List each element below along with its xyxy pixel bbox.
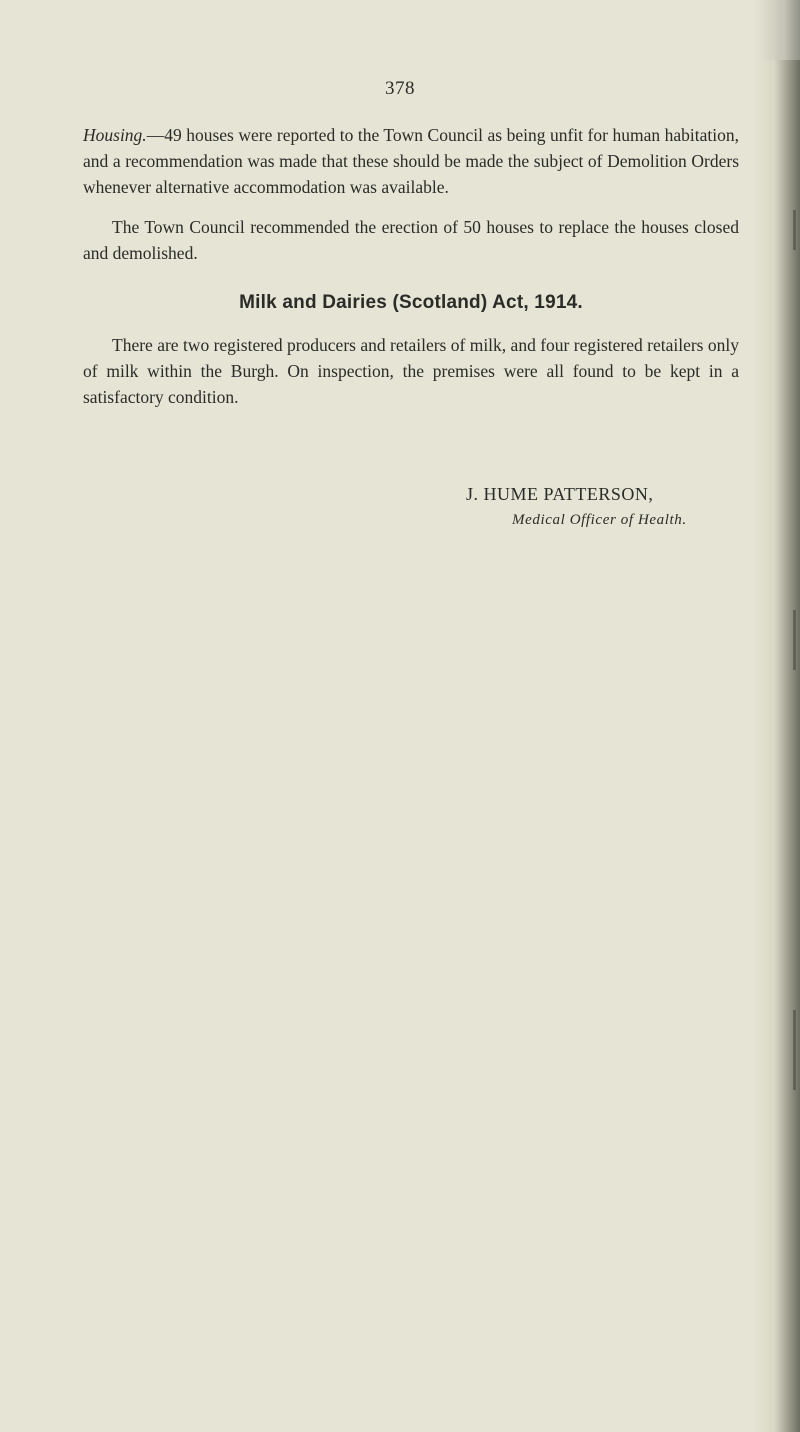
- housing-text: —49 houses were reported to the Town Council as being unfit for human habitation, and a recommendation was made that these should be made the subject of Demolition Orders whenever alternative accommodation was available.: [83, 125, 739, 197]
- housing-paragraph: [83, 122, 739, 200]
- page-edge-mark: [793, 610, 796, 670]
- page-number: 378: [385, 78, 415, 99]
- housing-lead: Housing.: [83, 125, 147, 145]
- document-body: [83, 122, 739, 410]
- signature-name: J. HUME PATTERSON,: [466, 484, 654, 504]
- recommendation-paragraph: The Town Council recommended the erection of 50 houses to replace the houses closed and demolished.: [83, 217, 739, 263]
- milk-section-heading: Milk and Dairies (Scotland) Act, 1914.: [239, 292, 583, 313]
- page-edge-mark: [793, 1010, 796, 1090]
- milk-paragraph: There are two registered producers and retailers of milk, and four registered retailers only of milk within the Burgh. On inspection, the premises were all found to be kept in a satisfactory condition.: [83, 335, 739, 407]
- page-edge-mark: [793, 210, 796, 250]
- signature-title: Medical Officer of Health.: [512, 512, 687, 528]
- page-corner-shadow: [760, 0, 800, 60]
